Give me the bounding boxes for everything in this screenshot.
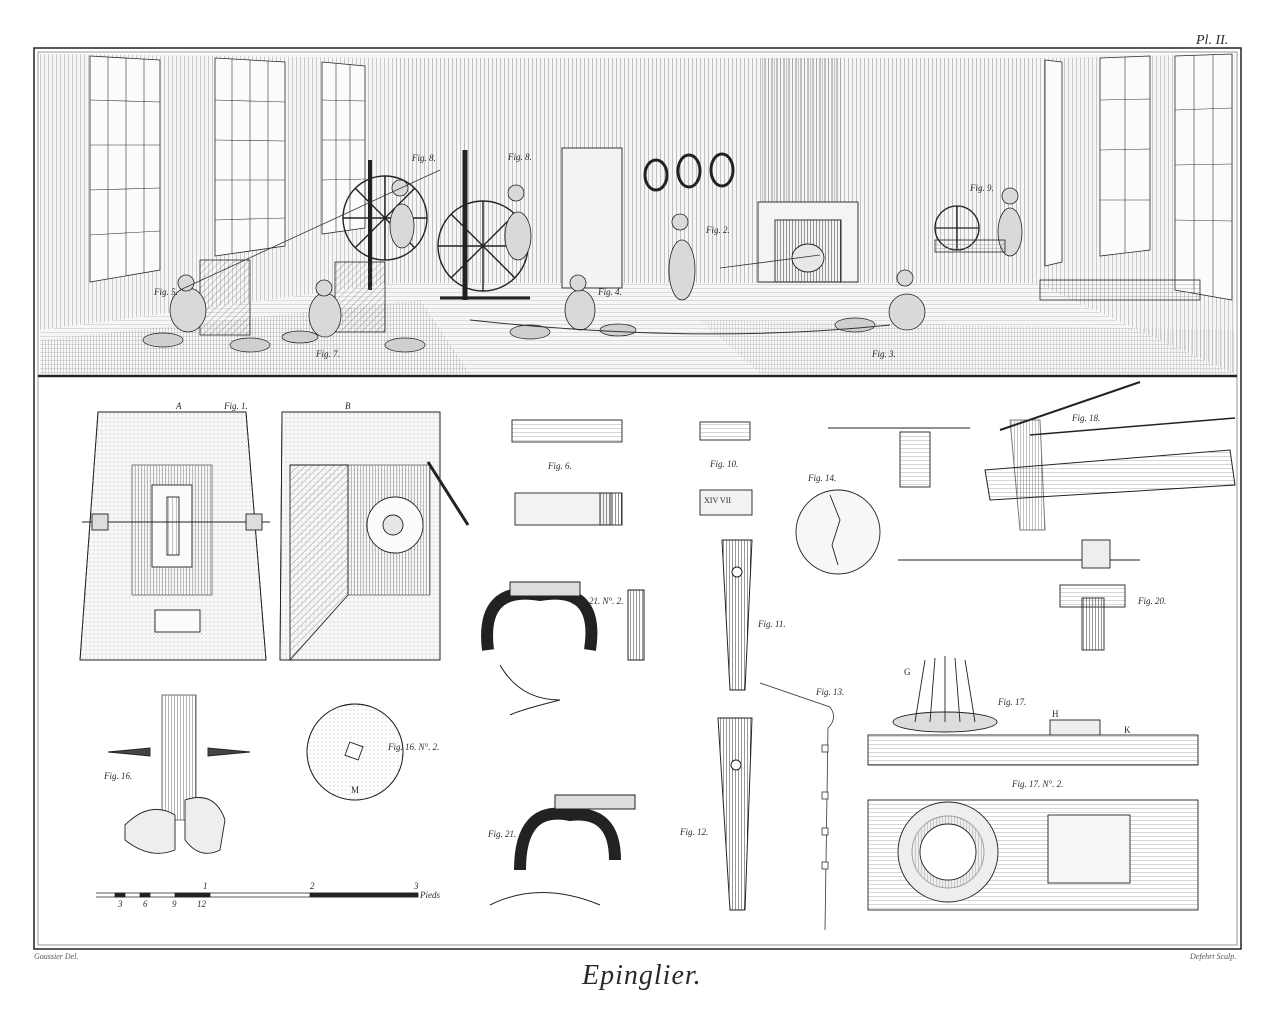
fig-21-strap — [490, 795, 635, 905]
label-fig-1: Fig. 1. — [224, 401, 248, 411]
fig-17-no2-plan — [868, 800, 1198, 910]
fireplace — [758, 202, 858, 282]
label-fig-21: Fig. 21. — [488, 829, 517, 839]
scale-minor-9: 9 — [172, 899, 177, 909]
fig-12-pliers — [718, 718, 752, 910]
scale-tick-1: 1 — [203, 881, 208, 891]
label-M: M — [351, 785, 360, 795]
scale-minor-3: 3 — [118, 899, 123, 909]
label-K: K — [1124, 725, 1131, 735]
fig-1-B-frame — [280, 412, 468, 660]
label-H: H — [1052, 709, 1059, 719]
scene-label-fig-8-left: Fig. 8. — [412, 153, 436, 163]
scene-label-fig-9: Fig. 9. — [970, 183, 994, 193]
fig-1-A-frame — [80, 412, 270, 660]
label-fig-17-no2: Fig. 17. N°. 2. — [1012, 779, 1064, 789]
label-fig-20: Fig. 20. — [1138, 596, 1167, 606]
fig-13-wire — [760, 683, 834, 930]
door — [562, 148, 622, 288]
label-fig-10-marks: XIV VII — [704, 496, 732, 505]
label-fig-21-no2: Fig. 21. N°. 2. — [572, 596, 624, 606]
label-fig-13: Fig. 13. — [816, 687, 845, 697]
scale-minor-12: 12 — [197, 899, 206, 909]
scene-label-fig-8-center: Fig. 8. — [508, 152, 532, 162]
fig-6-blocks — [512, 420, 622, 525]
label-A: A — [176, 401, 182, 411]
label-fig-14: Fig. 14. — [808, 473, 837, 483]
plate-title: Epinglier. — [582, 960, 702, 991]
scale-minor-6: 6 — [143, 899, 148, 909]
scene-label-fig-3: Fig. 3. — [872, 349, 896, 359]
fig-17-reel-bench — [868, 656, 1198, 765]
label-B: B — [345, 401, 351, 411]
scale-tick-3: 3 — [414, 881, 419, 891]
label-fig-16: Fig. 16. — [104, 771, 133, 781]
label-fig-11: Fig. 11. — [758, 619, 786, 629]
fig-20-spindle — [898, 540, 1140, 650]
plate-number: Pl. II. — [1196, 33, 1229, 48]
scene-label-fig-7: Fig. 7. — [316, 349, 340, 359]
fig-top-spindle — [828, 428, 970, 487]
scale-tick-2: 2 — [310, 881, 315, 891]
fig-18-machine — [985, 382, 1235, 530]
scene-label-fig-4: Fig. 4. — [598, 287, 622, 297]
scale-unit: Pieds — [420, 890, 440, 900]
scale-bar — [96, 893, 418, 897]
label-fig-10: Fig. 10. — [710, 459, 739, 469]
label-fig-18: Fig. 18. — [1072, 413, 1101, 423]
label-fig-12: Fig. 12. — [680, 827, 709, 837]
scene-label-fig-2: Fig. 2. — [706, 225, 730, 235]
scene-label-fig-5: Fig. 5. — [154, 287, 178, 297]
fig-11-pliers — [722, 540, 752, 690]
label-fig-6: Fig. 6. — [548, 461, 572, 471]
workshop-scene — [40, 54, 1235, 374]
label-fig-17: Fig. 17. — [998, 697, 1027, 707]
credit-engraver: Defehrt Sculp. — [1190, 952, 1237, 961]
credit-draughtsman: Goussier Del. — [34, 952, 79, 961]
label-G: G — [904, 667, 911, 677]
label-fig-16-no2: Fig. 16. N°. 2. — [388, 742, 440, 752]
fig-14-disk — [796, 490, 880, 574]
